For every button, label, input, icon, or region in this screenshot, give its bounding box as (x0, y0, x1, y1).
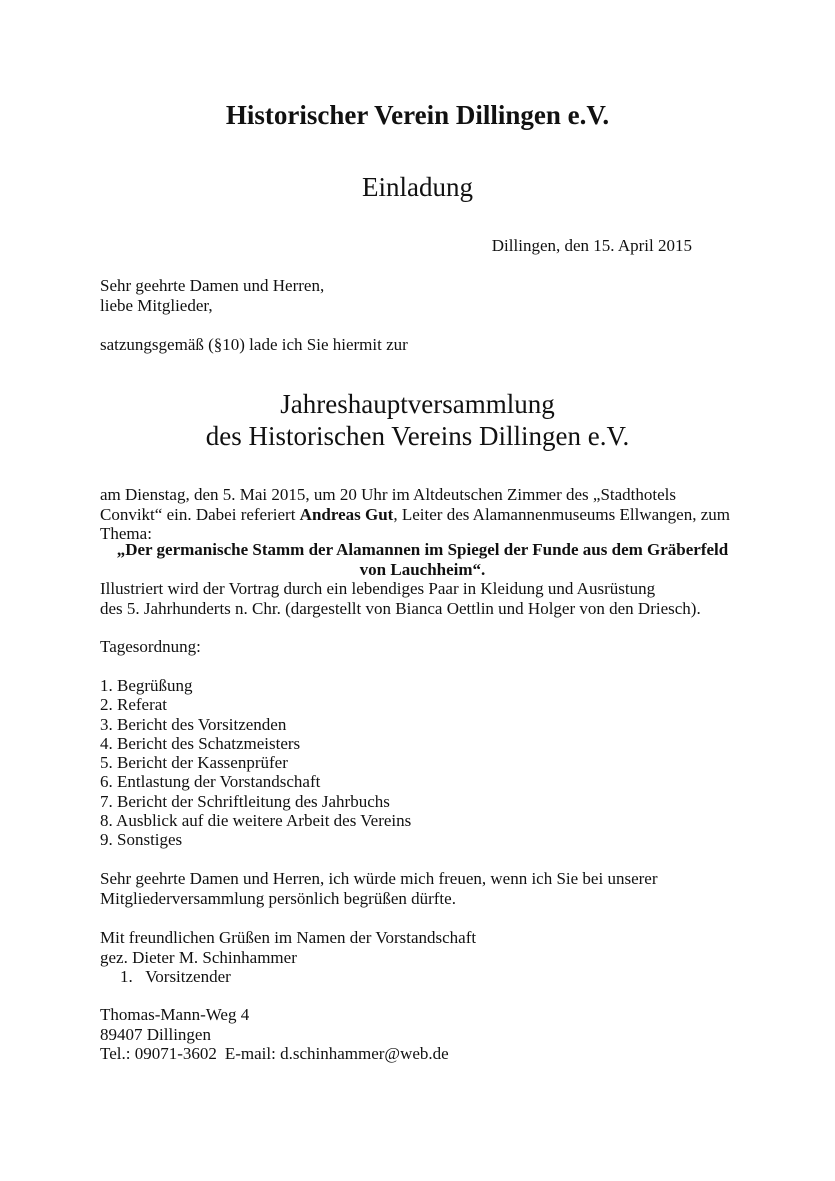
speaker-name: Andreas Gut (299, 504, 394, 524)
agenda-item: 7. Bericht der Schriftleitung des Jahrbuchs (100, 791, 390, 811)
signer-name: gez. Dieter M. Schinhammer (100, 947, 297, 967)
talk-title (100, 540, 745, 579)
talk-title-line: „Der germanische Stamm der Alamannen im Spiegel der Funde aus dem Gräberfeld (116, 540, 729, 559)
agenda-item: 6. Entlastung der Vorstandschaft (100, 772, 321, 792)
agenda-item: 2. Referat (100, 695, 168, 715)
illustration-note (100, 579, 701, 618)
agenda-item: 4. Bericht des Schatzmeisters (100, 733, 301, 753)
agenda-label: Tagesordnung: (100, 637, 201, 656)
regards-line: Mit freundlichen Grüßen im Namen der Vorstandschaft (100, 928, 477, 947)
closing-line: Sehr geehrte Damen und Herren, ich würde mich freuen, wenn ich Sie bei unserer (100, 869, 658, 888)
salutation-line: liebe Mitglieder, (100, 295, 213, 315)
signer-role: 1. Vorsitzender (120, 967, 231, 986)
document-title: Einladung (362, 172, 473, 202)
salutation-line: Sehr geehrte Damen und Herren, (100, 276, 325, 295)
talk-title-line: von Lauchheim“. (359, 559, 486, 579)
signature-block (100, 928, 476, 967)
contact-line (100, 1044, 449, 1064)
event-details (100, 485, 740, 544)
illustration-line: des 5. Jahrhunderts n. Chr. (dargestellt von Bianca Oettlin und Holger von den Driesch). (100, 598, 701, 618)
details-text: , Leiter des Alamannenmuseums Ellwangen, zum (393, 504, 730, 524)
event-title-line: des Historischen Vereins Dillingen e.V. (205, 421, 630, 451)
closing-line: Mitgliederversammlung persönlich begrüßen dürfte. (100, 888, 456, 908)
organization-title: Historischer Verein Dillingen e.V. (225, 100, 610, 130)
details-text: Convikt“ ein. Dabei referiert (100, 504, 300, 524)
closing-paragraph (100, 869, 657, 908)
details-line: Thema: (100, 524, 152, 543)
contact-phone: Tel.: 09071-3602 (100, 1044, 217, 1063)
contact-city: 89407 Dillingen (100, 1024, 211, 1044)
details-line (100, 505, 740, 525)
event-title (0, 388, 835, 452)
agenda-item: 1. Begrüßung (100, 676, 193, 695)
illustration-line: Illustriert wird der Vortrag durch ein lebendiges Paar in Kleidung und Ausrüstung (100, 579, 656, 598)
contact-email: E-mail: d.schinhammer@web.de (224, 1044, 449, 1063)
agenda-item: 9. Sonstiges (100, 830, 183, 850)
date-line: Dillingen, den 15. April 2015 (491, 236, 692, 255)
salutation (100, 276, 324, 315)
contact-street: Thomas-Mann-Weg 4 (100, 1005, 250, 1024)
agenda-item: 5. Bericht der Kassenprüfer (100, 753, 288, 773)
details-line: am Dienstag, den 5. Mai 2015, um 20 Uhr im Altdeutschen Zimmer des „Stadthotels (100, 485, 677, 504)
agenda-list (100, 676, 411, 850)
agenda-item: 3. Bericht des Vorsitzenden (100, 714, 287, 734)
event-title-line: Jahreshauptversammlung (280, 389, 555, 419)
contact-block (100, 1005, 449, 1064)
agenda-item: 8. Ausblick auf die weitere Arbeit des Vereins (100, 811, 412, 831)
intro-text: satzungsgemäß (§10) lade ich Sie hiermit zur (100, 335, 408, 354)
